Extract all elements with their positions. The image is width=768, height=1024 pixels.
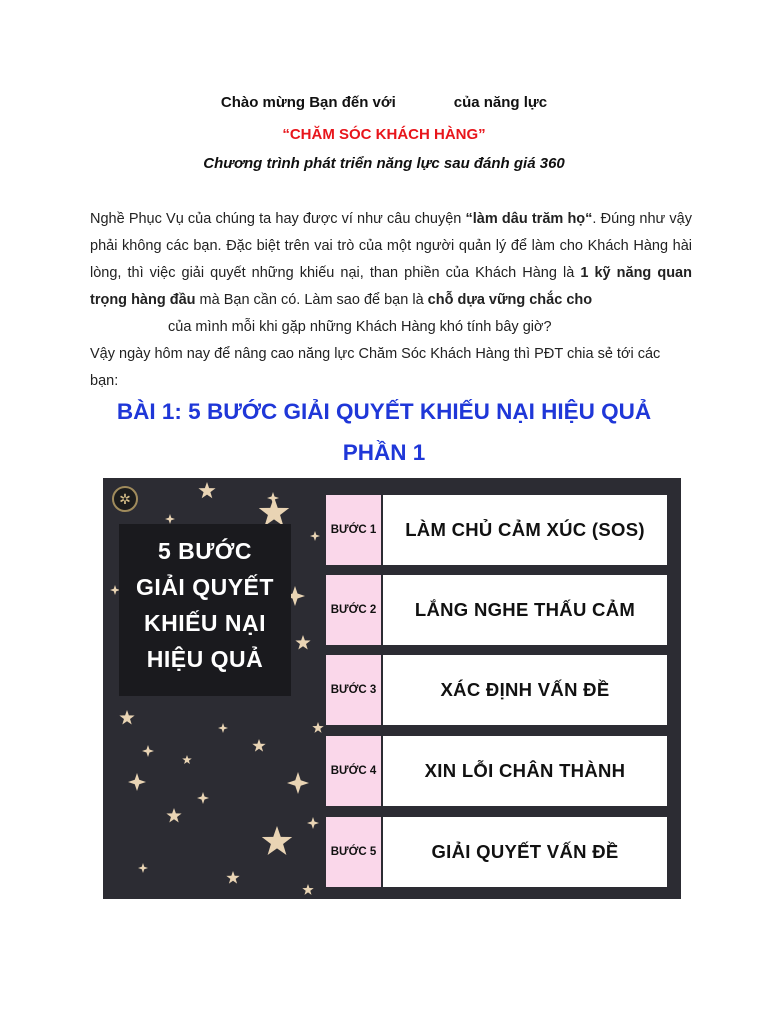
intro-paragraph [90, 206, 692, 341]
step-text: XIN LỖI CHÂN THÀNH [383, 736, 667, 806]
intro-paragraph-2: Vậy ngày hôm nay để nâng cao năng lực Chăm Sóc Khách Hàng thì PĐT chia sẻ tới các bạn: [90, 346, 661, 389]
step-row [326, 575, 667, 645]
step-label: BƯỚC 4 [326, 736, 381, 806]
lesson-part: PHẦN 1 [342, 440, 426, 465]
program-subtitle: Chương trình phát triển năng lực sau đánh giá 360 [203, 155, 565, 172]
step-text: GIẢI QUYẾT VẤN ĐỀ [383, 817, 667, 887]
intro-text-4: của mình mỗi khi gặp những Khách Hàng khó tính bây giờ? [168, 319, 552, 335]
step-row [326, 736, 667, 806]
step-row [326, 655, 667, 725]
infographic-title-line: 5 BƯỚC [157, 538, 253, 564]
intro-bold-1: “làm dâu trăm họ“ [465, 211, 593, 227]
step-text: LẮNG NGHE THẤU CẢM [383, 575, 667, 645]
step-label: BƯỚC 1 [326, 495, 381, 565]
welcome-line [0, 94, 768, 111]
step-text: XÁC ĐỊNH VẤN ĐỀ [383, 655, 667, 725]
lesson-title: BÀI 1: 5 BƯỚC GIẢI QUYẾT KHIẾU NẠI HIỆU QUẢ [116, 399, 652, 424]
welcome-right: của năng lực [453, 94, 548, 111]
compass-icon: ✲ [112, 486, 138, 512]
step-text: LÀM CHỦ CẢM XÚC (SOS) [383, 495, 667, 565]
infographic-title-box [119, 524, 291, 696]
welcome-left: Chào mừng Bạn đến với [220, 94, 396, 111]
step-row [326, 817, 667, 887]
infographic-title-line: KHIẾU NẠI [143, 610, 267, 636]
program-name: “CHĂM SÓC KHÁCH HÀNG” [282, 126, 486, 143]
infographic-title-line: HIỆU QUẢ [146, 646, 264, 672]
step-row [326, 495, 667, 565]
step-label: BƯỚC 3 [326, 655, 381, 725]
intro-text-3: mà Bạn cần có. Làm sao để bạn là [195, 292, 428, 308]
step-label: BƯỚC 5 [326, 817, 381, 887]
step-label: BƯỚC 2 [326, 575, 381, 645]
intro-bold-3: chỗ dựa vững chắc cho [427, 292, 593, 308]
steps-infographic [103, 478, 681, 899]
intro-text-1: Nghề Phục Vụ của chúng ta hay được ví như câu chuyện [90, 211, 466, 227]
intro-text-2: . Đúng như vậy phải không các bạn. Đặc biệt trên vai trò của một người quản lý để làm cho Khách Hàng hài lòng, thì việc giải quyết những khiếu nại, than phiền của Khách Hàng là [90, 211, 692, 281]
intro-bold-2: 1 kỹ năng quan trọng hàng đầu [90, 265, 692, 308]
infographic-title-line: GIẢI QUYẾT [136, 574, 274, 600]
